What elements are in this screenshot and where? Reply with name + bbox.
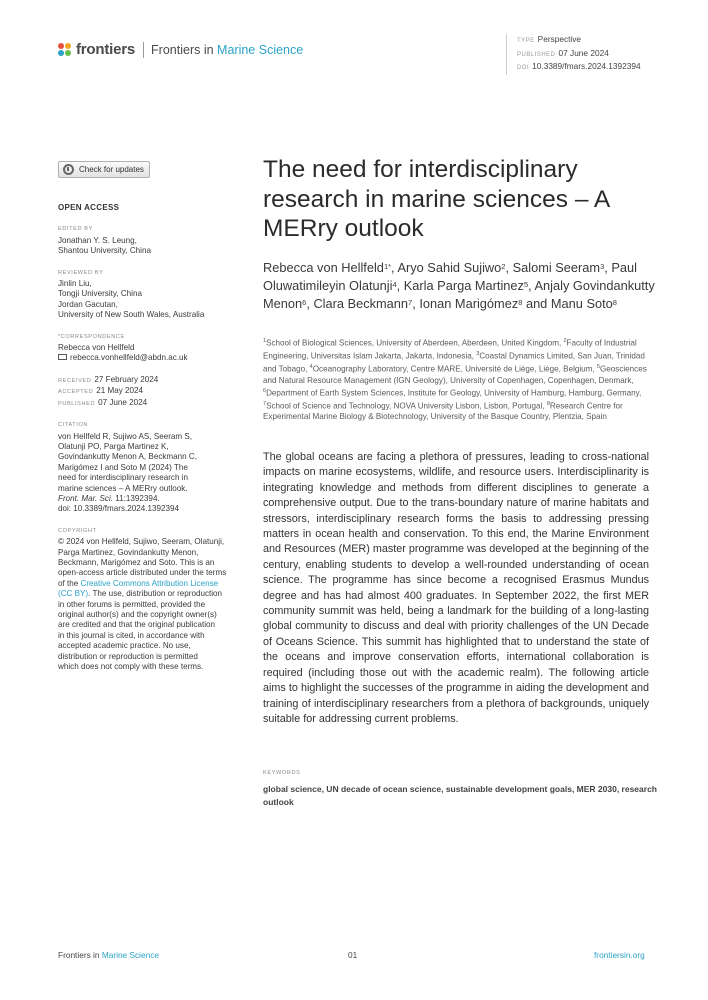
author: Rebecca von Hellfeld — [263, 260, 384, 275]
publish-date: 07 June 2024 — [558, 47, 609, 58]
author: Paul Oluwatimileyin Olatunji — [263, 260, 637, 293]
open-access-label: OPEN ACCESS — [58, 203, 120, 212]
article-meta: TYPE Perspective PUBLISHED 07 June 2024 DOI 10.3389/fmars.2024.1392394 — [506, 34, 641, 75]
frontiers-logo[interactable] — [58, 41, 303, 58]
doi[interactable]: 10.3389/fmars.2024.1392394 — [532, 61, 641, 71]
author: Clara Beckmann — [313, 296, 409, 311]
citation-doi: doi: 10.3389/fmars.2024.1392394 — [58, 504, 180, 514]
dates: RECEIVED 27 February 2024 ACCEPTED 21 May 2024 PUBLISHED 07 June 2024 — [58, 374, 159, 407]
reviewed-by: Jinlin Liu, Tongji University, China Jordan Gacutan, University of New South Wales, Australia — [58, 279, 205, 320]
sidebar-info: OPEN ACCESS EDITED BY Jonathan Y. S. Leung, Shantou University, China REVIEWED BY Jinlin Liu, Tongji University, China Jordan Gacutan, University of New South Wales, Australia *CORRESPONDENCE Rebecca von Hellfeld rebecca.vonhellfeld@abdn.ac.uk RECEIVED 27 February 2024 ACCEPTED 21 May 2024 PUBLISHED 07 June 2024 CITATION von Hellfeld R, Sujiwo AS, Seeram S, Olatunji PO, Parga Martinez K, Govindankutty Menon A, Beckmann C, Marigómez I and Soto M (2024) The need for interdisciplinary research in marine sciences – A MERry outlook. Front. Mar. Sci. 11:1392394. doi: 10.3389/fmars.2024.1392394 COPYRIGHT © 2024 von Hellfeld, Sujiwo, Seeram, Olatunji, Parga Martinez, Govindankutty Menon, Beckmann, Marigómez and Soto. This is an open-access article distributed under the terms of the Creative Commons Attribution License (CC BY). The use, distribution or reproduction in other forums is permitted, provided the original author(s) and the copyright owner(s) are credited and that the original publication in this journal is cited, in accordance with accepted academic practice. No use, distribution or reproduction is permitted which does not comply with these terms. — [58, 203, 250, 672]
logo-text: frontiers — [76, 41, 136, 58]
abstract: The global oceans are facing a plethora of pressures, leading to cross-national impacts on marine ecosystems, wildlife, and resource users. Interdisciplinarity is integrating knowledge and methods from different disciplines to generate a comprehensive output. Due to the trans-boundary nature of marine habitats and stressors, interdisciplinary research forms the basis to addressing pressing matters in ocean health and conservation. To this end, the Marine Environment and Resources (MER) master programme was developed at the beginning of the century, enabling students to develop a well-rounded understanding of ocean science. The programme has since become a recognised Erasmus Mundus degree and has had almost 400 graduates. In September 2022, the first MER community summit was held, being a landmark for the building of a long-lasting global community to discuss and deal with priority challenges of the UN Decade of Oceans Science. This summit has highlighted that to understand the state of the oceans and improve conservation efforts, international collaboration is required (including those out with the academic realm). The following article aims to highlight the successes of the programme in aiding the development and training of interdisciplinary researchers from a plethora of backgrounds, uniquely suitable for addressing current problems. — [263, 451, 649, 725]
journal-name: Frontiers in Marine Science — [151, 42, 304, 57]
article-type: Perspective — [537, 34, 582, 44]
correspondence: Rebecca von Hellfeld rebecca.vonhellfeld@abdn.ac.uk — [58, 343, 188, 363]
keywords-label: KEYWORDS — [263, 770, 301, 776]
frontiers-logo-icon — [58, 43, 72, 57]
footer-site-link[interactable]: frontiersin.org — [594, 950, 645, 960]
cc-by-link[interactable]: (CC BY) — [58, 589, 89, 599]
author: Salomi Seeram — [512, 260, 601, 275]
affiliations: $^1$School of Biological Sciences, University of Aberdeen, Aberdeen, United Kingdom, $^2$Faculty of Industrial Engineering, Universitas Islam Jakarta, Jakarta, Indonesia, $^3$Coastal Dynamics Limited, San Juan, Trinidad and Tobago, $^4$Oceanography Laboratory, Centre MARE, Université de Liège, Liège, Belgium, $^5$Geosciences and Natural Resource Management (IGN Geology), University of Copenhagen, Copenhagen, Denmark, $^6$Department of Earth System Sciences, Institute for Geology, University of Hamburg, Hamburg, Germany, $^7$School of Science and Technology, NOVA University Lisbon, Lisbon, Portugal, $^8$Research Centre for Experimental Marine Biology & Biotechnology, University of the Basque Country, Plentzia, Spain — [263, 338, 647, 422]
author: Aryo Sahid Sujiwo — [397, 260, 502, 275]
cc-license-link[interactable]: Creative Commons Attribution License — [80, 578, 219, 588]
email-icon — [58, 354, 67, 360]
update-icon — [63, 164, 74, 175]
logo-divider — [143, 42, 144, 58]
edited-by: Jonathan Y. S. Leung, Shantou University, China — [58, 235, 151, 256]
copyright: © 2024 von Hellfeld, Sujiwo, Seeram, Olatunji, Parga Martinez, Govindankutty Menon, Beckmann, Marigómez and Soto. This is an open-access article distributed under the terms of the Creative Commons Attribution License (CC BY). The use, distribution or reproduction in other forums is permitted, provided the original author(s) and the copyright owner(s) are credited and that the original publication in this journal is cited, in accordance with accepted academic practice. No use, distribution or reproduction is permitted which does not comply with these terms. — [58, 537, 227, 672]
author: Ionan Marigómez — [419, 296, 519, 311]
author-list: Rebecca von Hellfeld$^{1*}$, Aryo Sahid Sujiwo$^2$, Salomi Seeram$^3$, Paul Oluwatimileyin Olatunji$^4$, Karla Parga Martinez$^5$, Anjaly Govindankutty Menon$^6$, Clara Beckmann$^7$, Ionan Marigómez$^8$ and Manu Soto$^8$ — [263, 260, 655, 311]
author: Manu Soto — [550, 296, 613, 311]
article-title: The need for interdisciplinary research in marine sciences – A MERry outlook — [263, 156, 609, 242]
page-number: 01 — [348, 950, 358, 960]
author: Karla Parga Martinez — [403, 278, 524, 293]
keywords: global science, UN decade of ocean science, sustainable development goals, MER 2030, research outlook — [263, 784, 657, 807]
footer-journal: Frontiers in Marine Science — [58, 950, 159, 960]
check-for-updates-button[interactable]: Check for updates — [58, 161, 150, 178]
author: Anjaly Govindankutty Menon — [263, 278, 655, 311]
correspondence-email[interactable]: rebecca.vonhellfeld@abdn.ac.uk — [70, 353, 188, 363]
citation: von Hellfeld R, Sujiwo AS, Seeram S, Olatunji PO, Parga Martinez K, Govindankutty Menon A, Beckmann C, Marigómez I and Soto M (2024) The need for interdisciplinary research in marine sciences – A MERry outlook. Front. Mar. Sci. 11:1392394. doi: 10.3389/fmars.2024.1392394 — [58, 432, 250, 515]
